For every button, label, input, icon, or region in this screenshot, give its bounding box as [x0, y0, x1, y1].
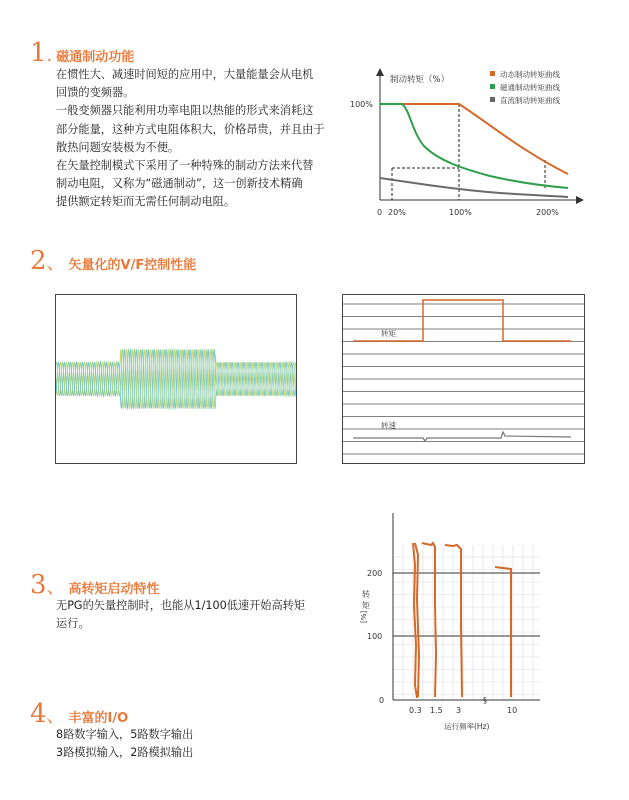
section-1-text — [56, 66, 325, 212]
x-tick-1.5: 1.5 — [430, 706, 443, 715]
section-1-line: 提供额定转矩而无需任何制动电阻。 — [56, 195, 236, 209]
current-waveform-panel — [55, 294, 297, 464]
y-tick-100: 100% — [350, 100, 373, 109]
section-4-number: 4 — [30, 699, 47, 729]
section-3-number: 3 — [30, 570, 47, 600]
x-tick-3: 3 — [456, 706, 462, 715]
y-tick-200: 200 — [367, 569, 383, 578]
section-1-title: 磁通制动功能 — [56, 50, 135, 65]
x-axis-arrow — [576, 196, 584, 204]
section-1-number: 1 — [30, 38, 47, 68]
y-label-char-2: 矩 — [362, 601, 370, 610]
section-3-title: 高转矩启动特性 — [68, 582, 160, 597]
legend-swatch-dc — [490, 97, 495, 102]
section-2-separator: 、 — [46, 253, 65, 274]
curve-1.5hz — [422, 543, 436, 697]
y-axis-label: 制动转矩（%） — [390, 75, 450, 85]
x-tick-20: 20% — [388, 208, 406, 217]
y-tick-0: 0 — [379, 696, 385, 705]
section-1-line: 部分能量，这种方式电阻体积大，价格昂贵，并且由于 — [56, 122, 325, 136]
section-3-line: 无PG的矢量控制时，也能从1/100低速开始高转矩 — [56, 599, 306, 612]
starting-torque-chart — [345, 505, 555, 735]
section-4-separator: 、 — [46, 706, 65, 727]
legend-label-dc: 直流制动转矩曲线 — [500, 96, 560, 105]
section-1-line: 制动电阻，又称为“磁通制动”，这一创新技术精确 — [56, 177, 303, 191]
section-2-title: 矢量化的V/F控制性能 — [68, 258, 197, 273]
section-1-heading — [30, 40, 134, 66]
scope-gridlines — [343, 304, 584, 454]
section-4-line: 3路模拟输入，2路模拟输出 — [56, 746, 194, 760]
x-tick-10: 10 — [507, 706, 518, 715]
section-3-heading — [30, 572, 160, 599]
x-tick-0: 0 — [377, 208, 383, 217]
torque-label: 转矩 — [381, 329, 396, 338]
y-tick-100: 100 — [367, 632, 383, 641]
section-4-text — [56, 726, 193, 762]
oscilloscope-panel — [342, 294, 585, 464]
y-label-unit: [%] — [360, 610, 368, 623]
section-3-text — [56, 597, 305, 633]
oscilloscope-screen — [343, 295, 584, 463]
legend-swatch-dynamic — [490, 71, 495, 76]
curve-0.3hz — [413, 543, 419, 698]
speed-label: 转速 — [381, 421, 396, 430]
x-tick-0.3: 0.3 — [409, 706, 422, 715]
section-3-separator: 、 — [46, 577, 65, 598]
section-1-line: 散热问题安装极为不便。 — [56, 140, 180, 154]
y-axis-arrow — [376, 68, 384, 76]
section-1-separator: . — [46, 45, 53, 66]
braking-torque-chart — [340, 60, 600, 225]
section-4-line: 8路数字输入，5路数字输出 — [56, 728, 194, 741]
curve-3hz — [445, 545, 462, 697]
dc-braking-curve — [380, 178, 568, 197]
section-2-number: 2 — [30, 246, 47, 276]
x-tick-200: 200% — [536, 208, 559, 217]
flux-braking-curve — [380, 104, 568, 188]
speed-trace — [353, 432, 571, 441]
section-4-title: 丰富的I/O — [68, 711, 129, 726]
legend-label-dynamic: 动态制动转矩曲线 — [500, 70, 560, 79]
legend-label-flux: 磁通制动转矩曲线 — [500, 83, 560, 92]
section-1-line: 一般变频器只能利用功率电阻以热能的形式来消耗这 — [56, 104, 314, 118]
waveform-traces — [56, 349, 296, 409]
section-1-line: 在惯性大、减速时间短的应用中，大量能量会从电机 — [56, 68, 314, 81]
y-label-char-1: 转 — [362, 590, 370, 599]
x-axis-label: 运行频率(Hz) — [444, 722, 490, 731]
section-1-line: 回馈的变频器。 — [56, 86, 135, 100]
current-waveform — [56, 295, 296, 463]
section-4-heading — [30, 701, 128, 728]
section-1-line: 在矢量控制模式下采用了一种特殊的制动方法来代替 — [56, 159, 314, 173]
legend-swatch-flux — [490, 84, 495, 89]
x-tick-100: 100% — [449, 208, 472, 217]
section-3-line: 运行。 — [56, 617, 90, 631]
axis-break-mark: § — [483, 696, 487, 705]
section-2-heading — [30, 248, 196, 275]
